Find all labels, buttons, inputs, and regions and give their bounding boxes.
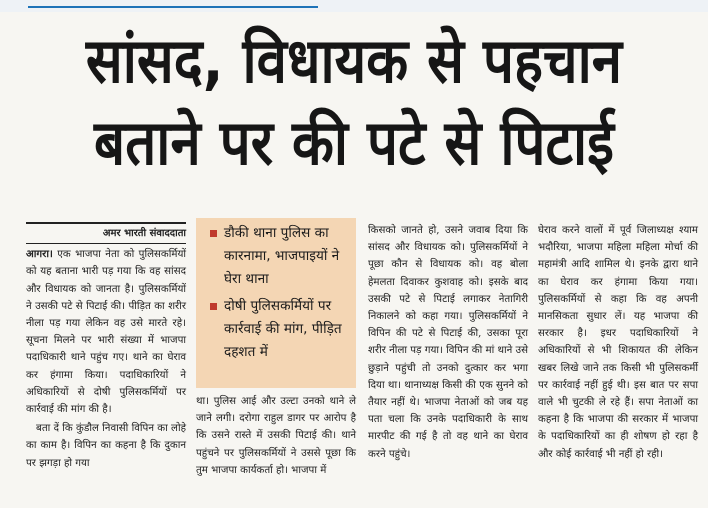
column-1-text: एक भाजपा नेता को पुलिसकर्मियों को यह बताना भारी पड़ गया कि वह सांसद और विधायक को जानता है। पुलिसकर्मियों ने उसकी पटे से पिटाई की। पीड़ित का शरीर नीला पड़ गया लेकिन वह उसे मारते रहे। सूचना मिलने पर भारी संख्या में भाजपा पदाधिकारी थाने पहुंच गए। थाने का घेराव कर हंगामा किया। पदाधिकारियों ने अधिकारियों से दोषी पुलिसकर्मियों पर कार्रवाई की मांग की है।: [26, 249, 186, 416]
bullet-icon: [210, 303, 217, 310]
column-4: [538, 222, 698, 463]
lead-paragraph: [26, 246, 186, 418]
byline: अमर भारती संवाददाता: [26, 222, 186, 244]
column-2: [196, 393, 356, 479]
highlight-item-2: [200, 295, 350, 364]
dateline: आगरा।: [26, 248, 53, 261]
highlight-item-1: [200, 222, 350, 291]
top-strip: [0, 0, 708, 12]
column-3-text: किसको जानते हो, उसने जवाब दिया कि सांसद और विधायक को। पुलिसकर्मियों ने पूछा कौन से विधायक को। वह बोला हेमलता दिवाकर कुशवाह को। इसके बाद उसकी पटे से पिटाई लगाकर नेतागिरी निकालने को कहा गया। पुलिसकर्मियों ने विपिन की पटे से पिटाई की, उसका पूरा शरीर नीला पड़ गया। विपिन की मां थाने उसे छुड़ाने पहुंची तो उनको दुत्कार कर भगा दिया था। थानाध्यक्ष किसी की एक सुनने को तैयार नहीं थे। भाजपा नेताओं को जब यह पता चला कि उनके पदाधिकारी के साथ मारपीट की गई है तो वह थाने का घेराव करने पहुंचे।: [368, 225, 528, 460]
top-rule: [28, 6, 318, 8]
headline-line-1: सांसद, विधायक से पहचान: [85, 24, 623, 97]
column-4-text: घेराव करने वालों में पूर्व जिलाध्यक्ष श्याम भदौरिया, भाजपा महिला महिला मोर्चा की महामंत्री आदि शामिल थे। इनके द्वारा थाने का घेराव कर हंगामा किया गया। पुलिसकर्मियों से कहा कि वह अपनी मानसिकता सुधार लें। यह भाजपा की सरकार है। इधर पदाधिकारियों ने अधिकारियों से भी शिकायत की लेकिन खबर लिखे जाने तक किसी भी पुलिसकर्मी पर कार्रवाई नहीं हुई थी। इस बात पर सपा वाले भी चुटकी ले रहे हैं। सपा नेताओं का कहना है कि भाजपा की सरकार में भाजपा के पदाधिकारियों का ही शोषण हो रहा है और कोई कार्रवाई भी नहीं हो रही।: [538, 225, 698, 460]
column-3: [368, 222, 528, 463]
headline-line-2: बताने पर की पटे से पिटाई: [94, 106, 614, 179]
column-1-text-b: बता दें कि कुंडौल निवासी विपिन का लोहे का काम है। विपिन का कहना है कि दुकान पर झगड़ा हो गया: [26, 423, 186, 469]
headline: [0, 20, 708, 184]
highlight-text-1: डौकी थाना पुलिस का कारनामा, भाजपाइयों ने घेरा थाना: [224, 225, 340, 287]
highlight-text-2: दोषी पुलिसकर्मियों पर कार्रवाई की मांग, पीड़ित दहशत में: [224, 298, 342, 360]
highlight-box: [196, 218, 356, 388]
bullet-icon: [210, 230, 217, 237]
column-1: [26, 222, 186, 472]
column-2-text: था। पुलिस आई और उल्टा उनको थाने ले जाने लगी। दरोगा राहुल डागर पर आरोप है कि उसने रास्ते में उसकी पिटाई की। थाने पहुंचने पर पुलिसकर्मियों ने उससे पूछा कि तुम भाजपा कार्यकर्ता हो। भाजपा में: [196, 396, 356, 476]
